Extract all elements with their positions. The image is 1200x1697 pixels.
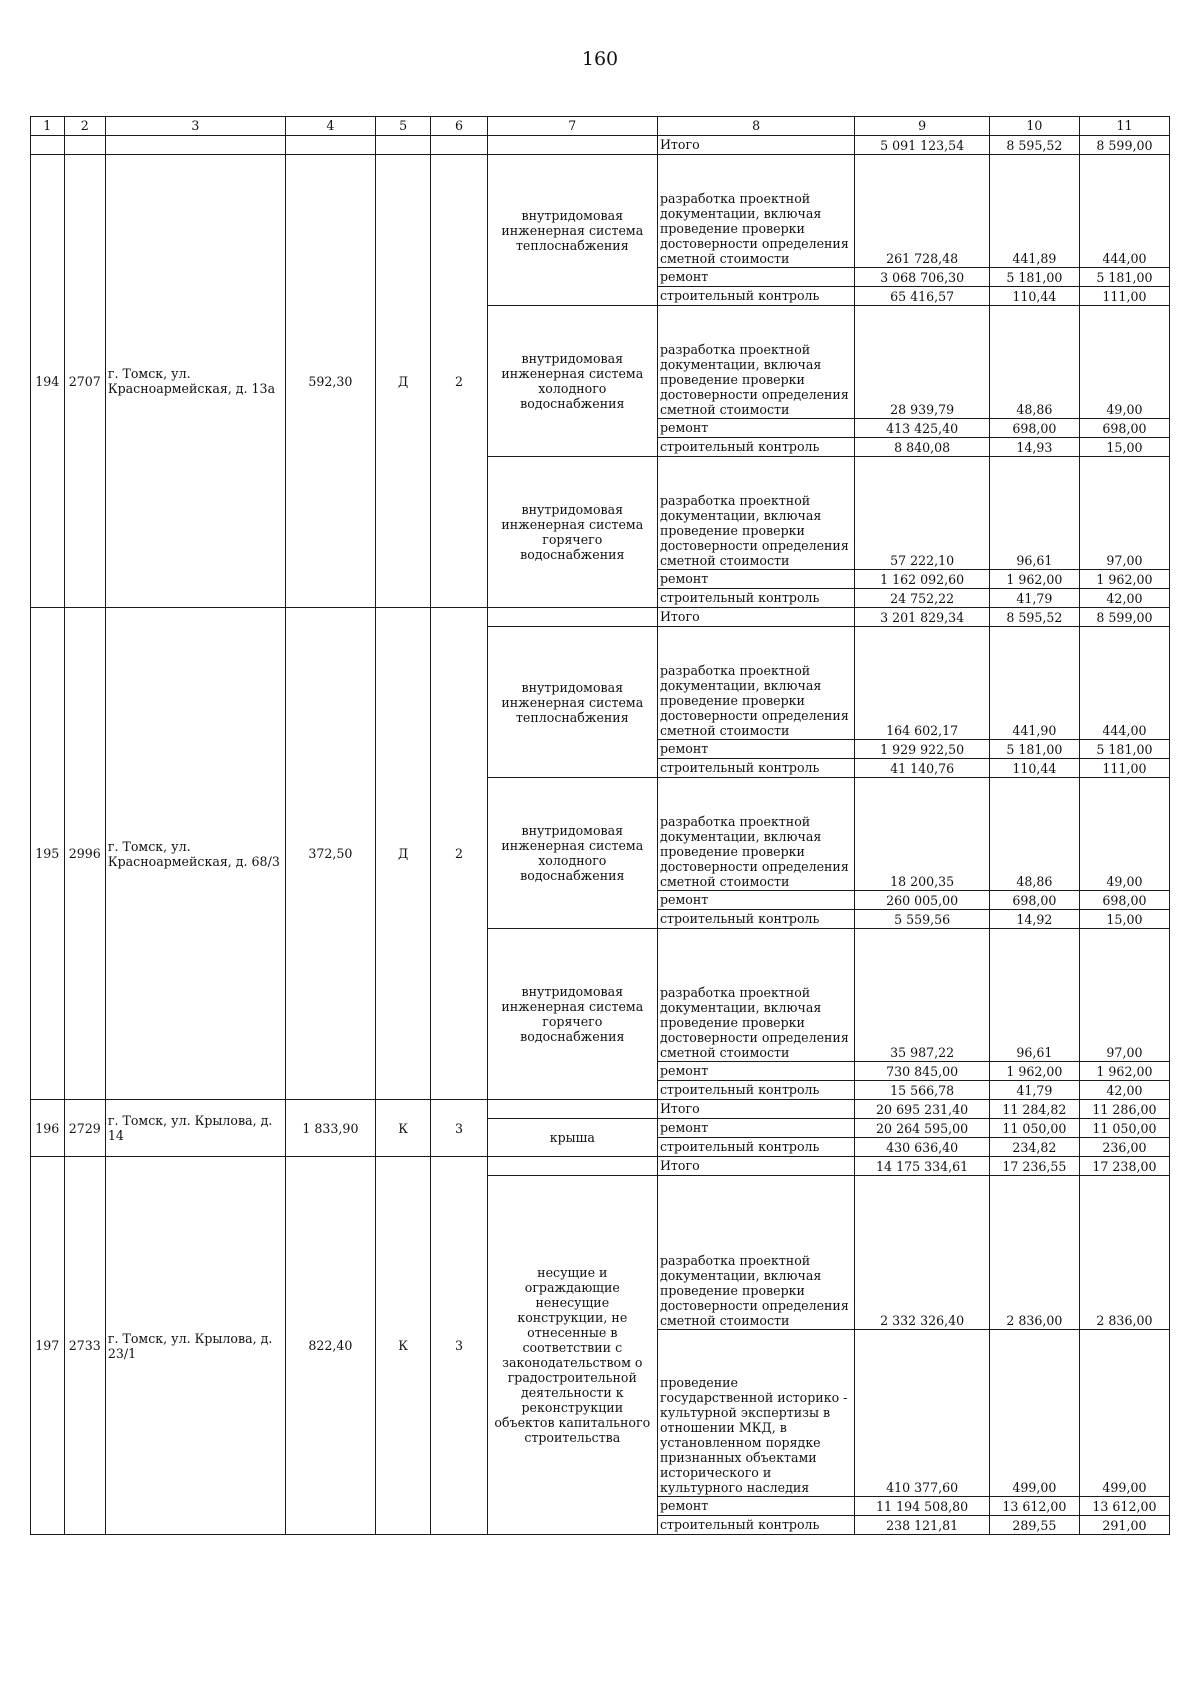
record-address: г. Томск, ул. Крылова, д. 23/1 xyxy=(105,1157,285,1535)
column-number-row xyxy=(31,117,1170,136)
work-design: разработка проектной документации, включая проведение проверки достоверности определения сметной стоимости xyxy=(657,306,854,419)
cell-value: 289,55 xyxy=(989,1516,1079,1535)
cell-value: 8 595,52 xyxy=(989,608,1079,627)
table-row xyxy=(31,155,1170,268)
cell-value: 15,00 xyxy=(1079,910,1169,929)
record-id: 2733 xyxy=(64,1157,105,1535)
cell-value: 96,61 xyxy=(989,929,1079,1062)
column-number: 5 xyxy=(375,117,430,136)
table-row xyxy=(31,136,1170,155)
system-cold: внутридомовая инженерная система холодного водоснабжения xyxy=(487,778,657,929)
cell-value: 3 068 706,30 xyxy=(855,268,990,287)
cell-value: 2 332 326,40 xyxy=(855,1176,990,1330)
column-number: 1 xyxy=(31,117,65,136)
column-number: 6 xyxy=(431,117,487,136)
work-control: строительный контроль xyxy=(657,910,854,929)
cell-value: 234,82 xyxy=(989,1138,1079,1157)
cell-value: 28 939,79 xyxy=(855,306,990,419)
cell-value: 49,00 xyxy=(1079,306,1169,419)
work-control: строительный контроль xyxy=(657,287,854,306)
cell-value: 41 140,76 xyxy=(855,759,990,778)
cell-value: 17 236,55 xyxy=(989,1157,1079,1176)
cell-value: 2 836,00 xyxy=(989,1176,1079,1330)
cell-value: 42,00 xyxy=(1079,589,1169,608)
system-heat: внутридомовая инженерная система теплоснабжения xyxy=(487,627,657,778)
table-row xyxy=(31,1157,1170,1176)
cell-value: 260 005,00 xyxy=(855,891,990,910)
record-type: Д xyxy=(375,155,430,608)
cell-value: 111,00 xyxy=(1079,759,1169,778)
work-repair: ремонт xyxy=(657,570,854,589)
cell-value: 3 201 829,34 xyxy=(855,608,990,627)
cell-value: 13 612,00 xyxy=(989,1497,1079,1516)
work-design: разработка проектной документации, включая проведение проверки достоверности определения сметной стоимости xyxy=(657,929,854,1062)
work-control: строительный контроль xyxy=(657,759,854,778)
record-id: 2707 xyxy=(64,155,105,608)
cell-value: 49,00 xyxy=(1079,778,1169,891)
cell-value: 5 181,00 xyxy=(989,740,1079,759)
cell-value: 164 602,17 xyxy=(855,627,990,740)
system-heat: внутридомовая инженерная система теплоснабжения xyxy=(487,155,657,306)
cell-value: 20 264 595,00 xyxy=(855,1119,990,1138)
work-repair: ремонт xyxy=(657,891,854,910)
cell-value: 499,00 xyxy=(989,1330,1079,1497)
cell-value: 111,00 xyxy=(1079,287,1169,306)
cell-value: 14,92 xyxy=(989,910,1079,929)
work-repair: ремонт xyxy=(657,419,854,438)
cell-value: 41,79 xyxy=(989,1081,1079,1100)
system-hot: внутридомовая инженерная система горячего водоснабжения xyxy=(487,457,657,608)
system-hot: внутридомовая инженерная система горячего водоснабжения xyxy=(487,929,657,1100)
cell-value: 8 840,08 xyxy=(855,438,990,457)
column-number: 9 xyxy=(855,117,990,136)
table-row xyxy=(31,1100,1170,1119)
cell-value: 698,00 xyxy=(989,891,1079,910)
cell-value: 8 599,00 xyxy=(1079,608,1169,627)
cell-value: 14,93 xyxy=(989,438,1079,457)
column-number: 3 xyxy=(105,117,285,136)
system-roof: крыша xyxy=(487,1119,657,1157)
work-repair: ремонт xyxy=(657,740,854,759)
cell-value: 5 181,00 xyxy=(1079,740,1169,759)
cell-value: 48,86 xyxy=(989,306,1079,419)
repair-schedule-table xyxy=(30,116,1170,1535)
work-control: строительный контроль xyxy=(657,1516,854,1535)
cell-value: 11 194 508,80 xyxy=(855,1497,990,1516)
column-number: 11 xyxy=(1079,117,1169,136)
cell-value: 5 091 123,54 xyxy=(855,136,990,155)
record-id: 2996 xyxy=(64,608,105,1100)
total-label: Итого xyxy=(657,1100,854,1119)
work-repair: ремонт xyxy=(657,1497,854,1516)
cell-value: 236,00 xyxy=(1079,1138,1169,1157)
record-number: 195 xyxy=(31,608,65,1100)
cell-value: 430 636,40 xyxy=(855,1138,990,1157)
total-label: Итого xyxy=(657,1157,854,1176)
cell-value: 11 050,00 xyxy=(989,1119,1079,1138)
work-control: строительный контроль xyxy=(657,589,854,608)
system-structures: несущие и ограждающие ненесущие конструкции, не отнесенные в соответствии с законодательством о градостроительной деятельности к реконструкции объектов капитального строительства xyxy=(487,1176,657,1535)
cell-value: 17 238,00 xyxy=(1079,1157,1169,1176)
cell-value: 13 612,00 xyxy=(1079,1497,1169,1516)
work-design: разработка проектной документации, включая проведение проверки достоверности определения сметной стоимости xyxy=(657,1176,854,1330)
system-cold: внутридомовая инженерная система холодного водоснабжения xyxy=(487,306,657,457)
record-count: 3 xyxy=(431,1157,487,1535)
cell-value: 97,00 xyxy=(1079,929,1169,1062)
table-row xyxy=(31,608,1170,627)
column-number: 10 xyxy=(989,117,1079,136)
work-design: разработка проектной документации, включая проведение проверки достоверности определения сметной стоимости xyxy=(657,457,854,570)
cell-value: 291,00 xyxy=(1079,1516,1169,1535)
cell-value: 5 181,00 xyxy=(1079,268,1169,287)
cell-value: 35 987,22 xyxy=(855,929,990,1062)
cell-value: 8 595,52 xyxy=(989,136,1079,155)
cell-value: 499,00 xyxy=(1079,1330,1169,1497)
work-control: строительный контроль xyxy=(657,1138,854,1157)
cell-value: 444,00 xyxy=(1079,627,1169,740)
cell-value: 1 962,00 xyxy=(989,1062,1079,1081)
record-type: К xyxy=(375,1157,430,1535)
record-address: г. Томск, ул. Крылова, д. 14 xyxy=(105,1100,285,1157)
total-label: Итого xyxy=(657,608,854,627)
cell-value: 42,00 xyxy=(1079,1081,1169,1100)
cell-value: 1 162 092,60 xyxy=(855,570,990,589)
cell-value: 1 929 922,50 xyxy=(855,740,990,759)
cell-value: 1 962,00 xyxy=(1079,570,1169,589)
work-control: строительный контроль xyxy=(657,1081,854,1100)
record-area: 372,50 xyxy=(285,608,375,1100)
work-expertise: проведение государственной историко - культурной экспертизы в отношении МКД, в установленном порядке признанных объектами исторического и культурного наследия xyxy=(657,1330,854,1497)
cell-value: 238 121,81 xyxy=(855,1516,990,1535)
cell-value: 441,90 xyxy=(989,627,1079,740)
cell-value: 48,86 xyxy=(989,778,1079,891)
cell-value: 698,00 xyxy=(989,419,1079,438)
cell-value: 5 181,00 xyxy=(989,268,1079,287)
cell-value: 110,44 xyxy=(989,759,1079,778)
record-area: 822,40 xyxy=(285,1157,375,1535)
cell-value: 57 222,10 xyxy=(855,457,990,570)
cell-value: 15 566,78 xyxy=(855,1081,990,1100)
cell-value: 444,00 xyxy=(1079,155,1169,268)
work-design: разработка проектной документации, включая проведение проверки достоверности определения сметной стоимости xyxy=(657,627,854,740)
cell-value: 11 284,82 xyxy=(989,1100,1079,1119)
cell-value: 20 695 231,40 xyxy=(855,1100,990,1119)
page-number: 160 xyxy=(581,48,619,70)
record-address: г. Томск, ул. Красноармейская, д. 13а xyxy=(105,155,285,608)
cell-value: 5 559,56 xyxy=(855,910,990,929)
record-count: 2 xyxy=(431,155,487,608)
record-id: 2729 xyxy=(64,1100,105,1157)
work-repair: ремонт xyxy=(657,1119,854,1138)
cell-value: 1 962,00 xyxy=(1079,1062,1169,1081)
cell-value: 24 752,22 xyxy=(855,589,990,608)
record-number: 196 xyxy=(31,1100,65,1157)
work-design: разработка проектной документации, включая проведение проверки достоверности определения сметной стоимости xyxy=(657,778,854,891)
column-number: 8 xyxy=(657,117,854,136)
cell-value: 413 425,40 xyxy=(855,419,990,438)
cell-value: 97,00 xyxy=(1079,457,1169,570)
cell-value: 41,79 xyxy=(989,589,1079,608)
cell-value: 65 416,57 xyxy=(855,287,990,306)
cell-value: 261 728,48 xyxy=(855,155,990,268)
record-address: г. Томск, ул. Красноармейская, д. 68/3 xyxy=(105,608,285,1100)
work-control: строительный контроль xyxy=(657,438,854,457)
column-number: 2 xyxy=(64,117,105,136)
record-type: Д xyxy=(375,608,430,1100)
record-number: 197 xyxy=(31,1157,65,1535)
cell-value: 698,00 xyxy=(1079,419,1169,438)
column-number: 4 xyxy=(285,117,375,136)
cell-value: 14 175 334,61 xyxy=(855,1157,990,1176)
record-number: 194 xyxy=(31,155,65,608)
cell-value: 698,00 xyxy=(1079,891,1169,910)
cell-value: 11 050,00 xyxy=(1079,1119,1169,1138)
record-area: 1 833,90 xyxy=(285,1100,375,1157)
cell-value: 441,89 xyxy=(989,155,1079,268)
record-type: К xyxy=(375,1100,430,1157)
cell-value: 15,00 xyxy=(1079,438,1169,457)
cell-value: 96,61 xyxy=(989,457,1079,570)
work-design: разработка проектной документации, включая проведение проверки достоверности определения сметной стоимости xyxy=(657,155,854,268)
column-number: 7 xyxy=(487,117,657,136)
cell-value: 410 377,60 xyxy=(855,1330,990,1497)
total-label: Итого xyxy=(657,136,854,155)
work-repair: ремонт xyxy=(657,1062,854,1081)
record-count: 2 xyxy=(431,608,487,1100)
cell-value: 110,44 xyxy=(989,287,1079,306)
cell-value: 730 845,00 xyxy=(855,1062,990,1081)
cell-value: 18 200,35 xyxy=(855,778,990,891)
cell-value: 2 836,00 xyxy=(1079,1176,1169,1330)
cell-value: 11 286,00 xyxy=(1079,1100,1169,1119)
work-repair: ремонт xyxy=(657,268,854,287)
record-area: 592,30 xyxy=(285,155,375,608)
record-count: 3 xyxy=(431,1100,487,1157)
cell-value: 1 962,00 xyxy=(989,570,1079,589)
cell-value: 8 599,00 xyxy=(1079,136,1169,155)
